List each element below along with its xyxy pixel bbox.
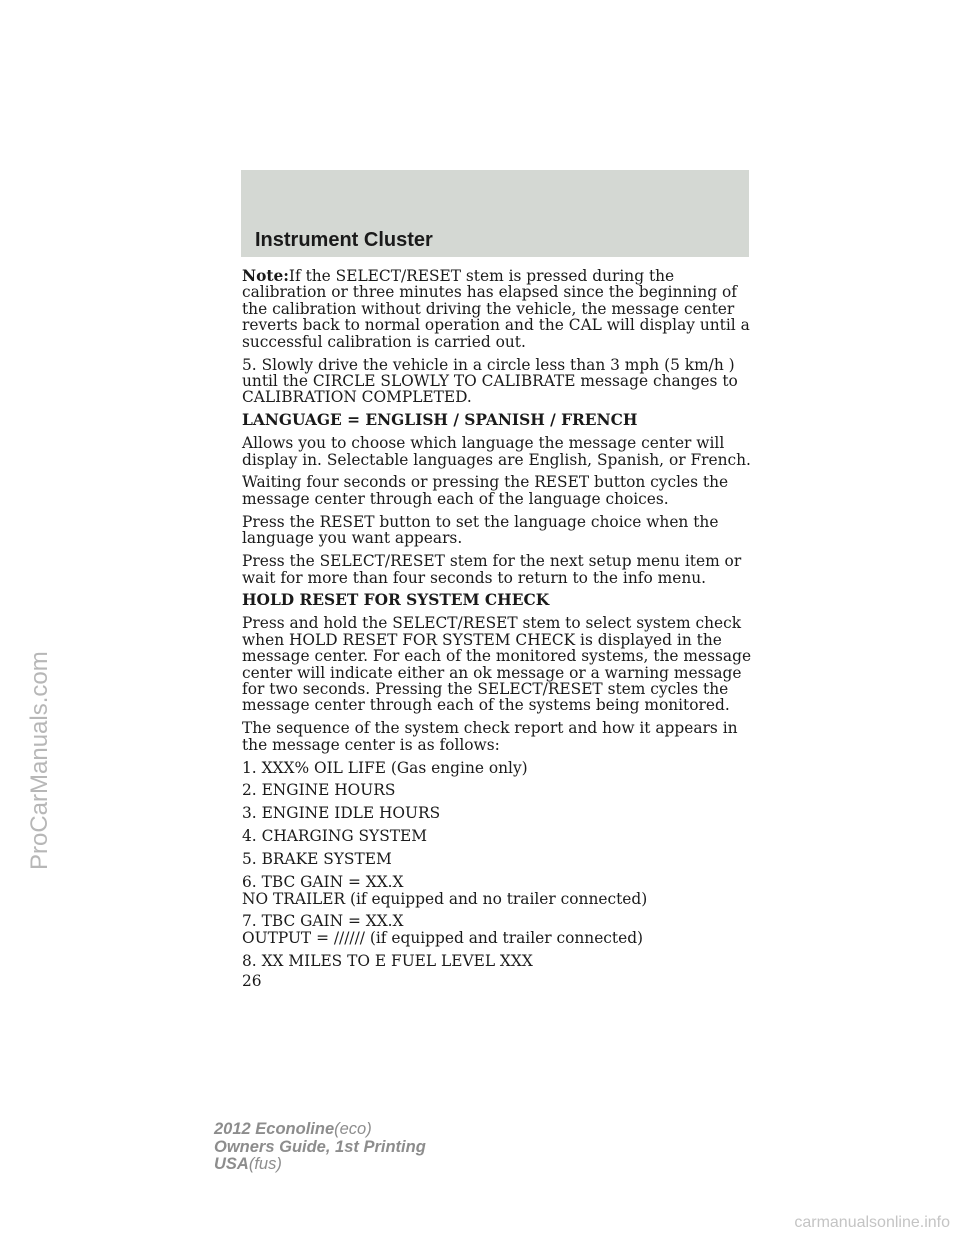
sequence-item-line: 7. TBC GAIN = XX.X bbox=[242, 912, 404, 931]
footer-model-name: 2012 Econoline bbox=[214, 1120, 335, 1138]
corner-watermark: carmanualsonline.info bbox=[794, 1214, 950, 1231]
note-label: Note: bbox=[242, 267, 289, 285]
sequence-item-line: 5. BRAKE SYSTEM bbox=[242, 850, 392, 869]
footer-market-code: (fus) bbox=[248, 1155, 282, 1173]
step-5-paragraph: 5. Slowly drive the vehicle in a circle less than 3 mph (5 km/h ) until the CIRCLE SLOWLY TO CALIBRATE message changes to CALIBRATION COMPLETED. bbox=[242, 355, 738, 407]
section-header-band bbox=[241, 170, 749, 257]
system-check-paragraph: The sequence of the system check report and how it appears in the message center is as follows: bbox=[242, 719, 738, 754]
language-paragraph: Allows you to choose which language the message center will display in. Selectable languages are English, Spanish, or French. bbox=[242, 434, 751, 469]
sequence-item bbox=[242, 913, 752, 946]
system-check-heading: HOLD RESET FOR SYSTEM CHECK bbox=[242, 591, 550, 610]
sequence-item bbox=[242, 760, 752, 776]
sequence-item bbox=[242, 782, 752, 798]
page-number: 26 bbox=[242, 972, 262, 990]
footer-model-code: (eco) bbox=[334, 1120, 372, 1138]
footer-guide-edition: Owners Guide, 1st Printing bbox=[214, 1137, 426, 1156]
language-paragraph: Press the SELECT/RESET stem for the next setup menu item or wait for more than four seconds to return to the info menu. bbox=[242, 552, 742, 587]
footer-imprint bbox=[214, 1121, 426, 1174]
sequence-item bbox=[242, 828, 752, 844]
note-paragraph bbox=[242, 268, 752, 350]
language-paragraph: Waiting four seconds or pressing the RESET button cycles the message center through each of the language choices. bbox=[242, 473, 729, 508]
sequence-item-line: 6. TBC GAIN = XX.X bbox=[242, 873, 404, 892]
sequence-item-line: 8. XX MILES TO E FUEL LEVEL XXX bbox=[242, 951, 533, 970]
manual-page-content bbox=[242, 268, 752, 976]
note-text: If the SELECT/RESET stem is pressed during the calibration or three minutes has elapsed since the beginning of the calibration without driving the vehicle, the message center reverts back to normal operation and the CAL will display until a successful calibration is carried out. bbox=[242, 267, 750, 351]
sequence-item-detail: OUTPUT = ////// (if equipped and trailer connected) bbox=[242, 928, 644, 947]
sequence-item bbox=[242, 953, 752, 969]
sequence-item bbox=[242, 874, 752, 907]
sequence-item bbox=[242, 805, 752, 821]
system-check-sequence-list bbox=[242, 760, 752, 970]
system-check-paragraph: Press and hold the SELECT/RESET stem to select system check when HOLD RESET FOR SYSTEM CHECK is displayed in the message center. For each of the monitored systems, the message center will indicate either an ok message or a warning message for two seconds. Pressing the SELECT/RESET stem cycles the message center through each of the systems being monitored. bbox=[242, 614, 752, 715]
language-heading: LANGUAGE = ENGLISH / SPANISH / FRENCH bbox=[242, 411, 638, 430]
footer-market-name: USA bbox=[214, 1155, 249, 1173]
footer-market-line bbox=[214, 1156, 426, 1174]
sequence-item-line: 4. CHARGING SYSTEM bbox=[242, 827, 428, 846]
sequence-item-line: 1. XXX% OIL LIFE (Gas engine only) bbox=[242, 758, 528, 777]
sequence-item-detail: NO TRAILER (if equipped and no trailer connected) bbox=[242, 889, 648, 908]
vertical-watermark: ProCarManuals.com bbox=[26, 651, 53, 870]
sequence-item bbox=[242, 851, 752, 867]
section-title: Instrument Cluster bbox=[255, 229, 433, 251]
sequence-item-line: 3. ENGINE IDLE HOURS bbox=[242, 804, 441, 823]
language-paragraph: Press the RESET button to set the language choice when the language you want appears. bbox=[242, 512, 719, 548]
footer-model-line bbox=[214, 1121, 426, 1139]
sequence-item-line: 2. ENGINE HOURS bbox=[242, 781, 396, 800]
